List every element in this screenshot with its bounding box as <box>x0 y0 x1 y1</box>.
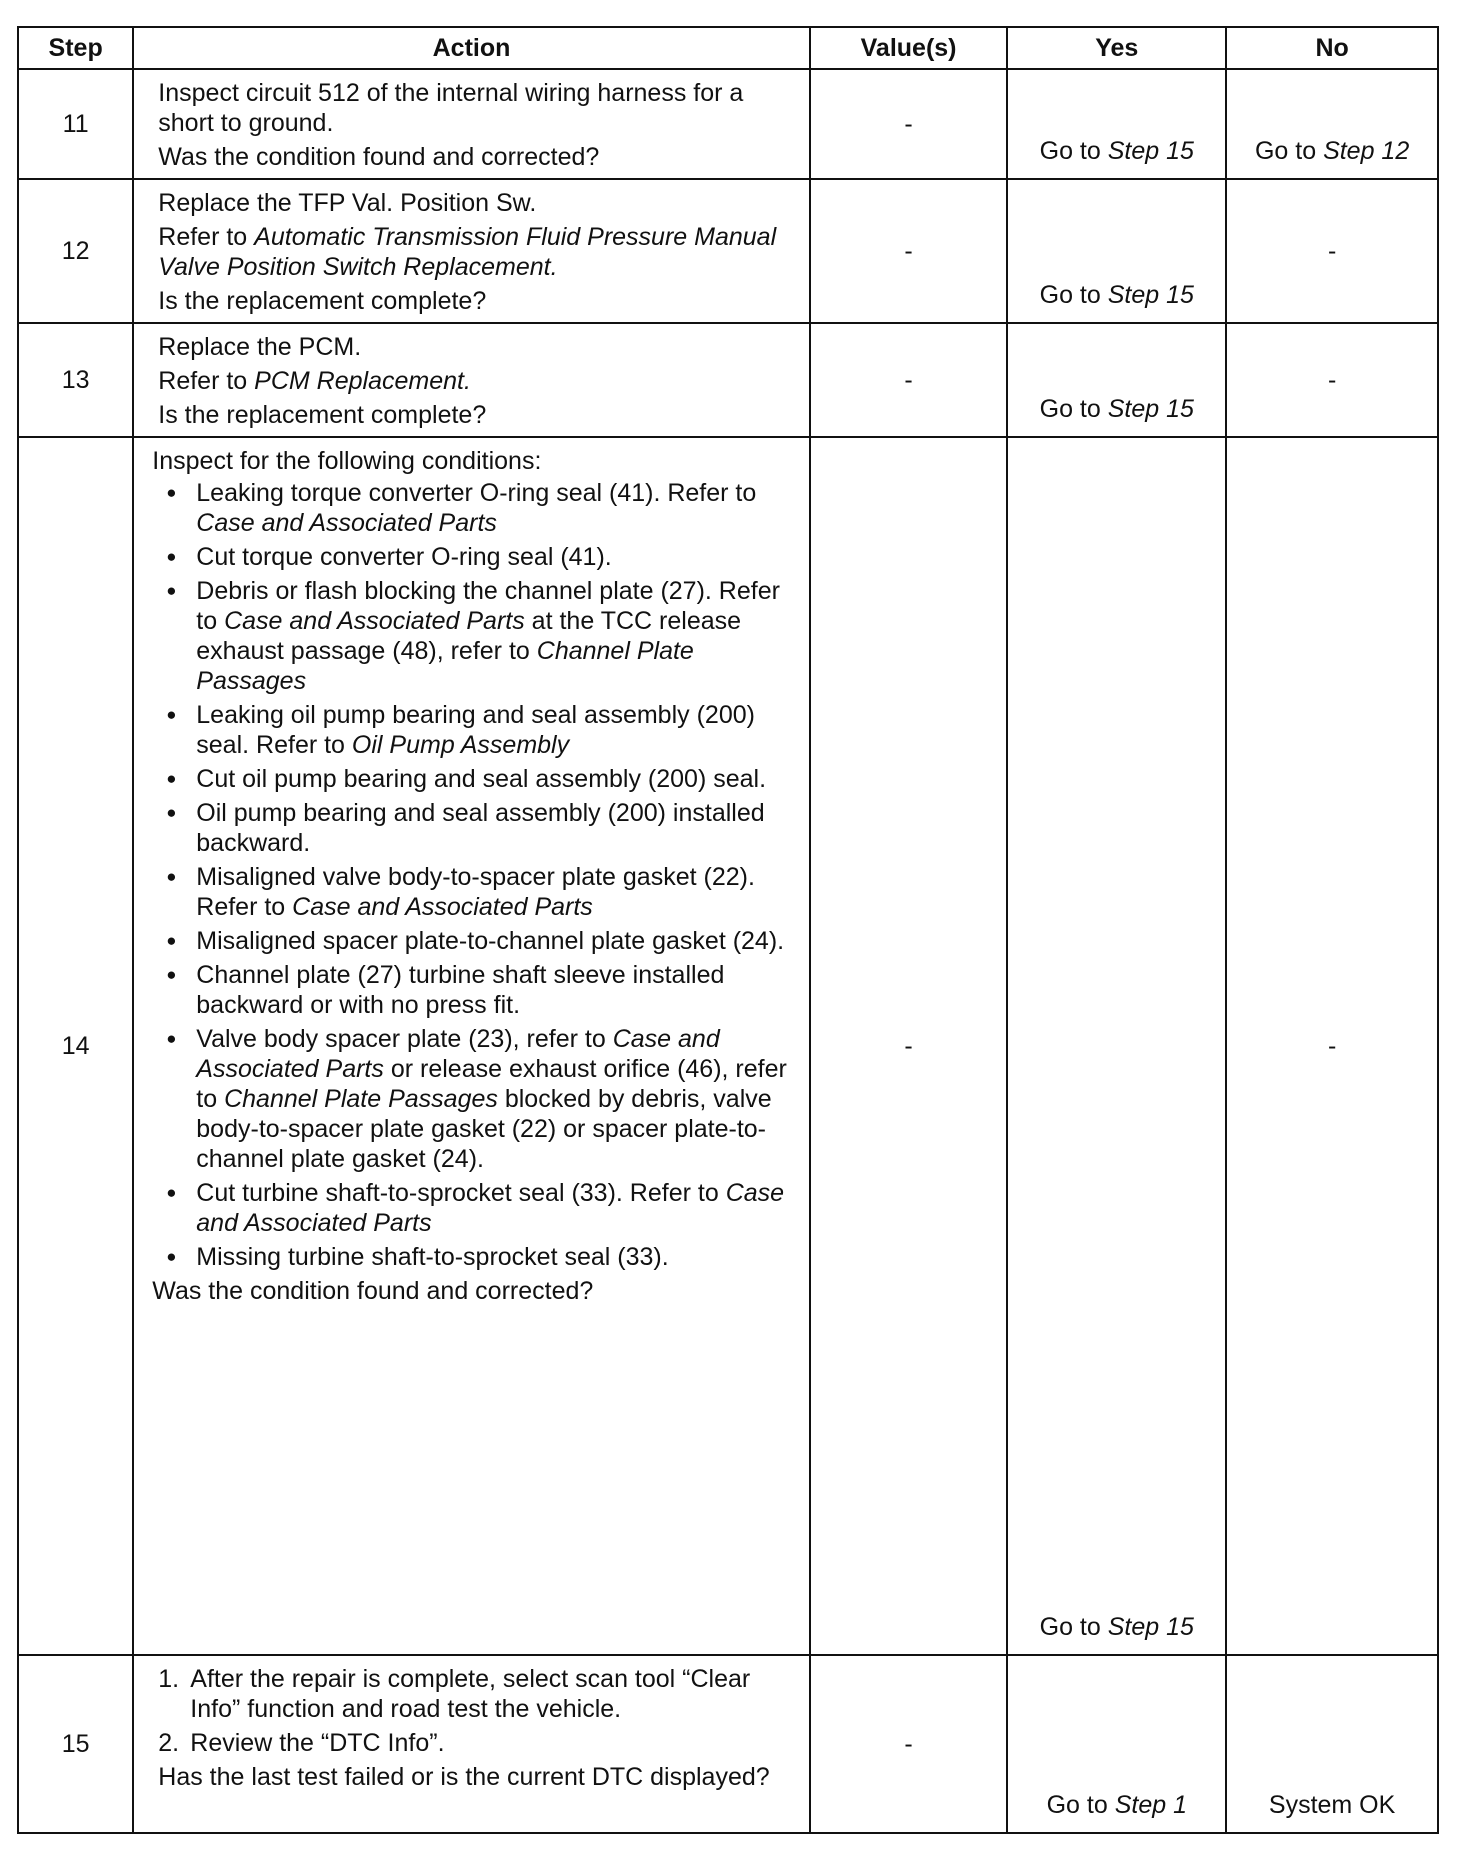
step-link[interactable]: Step 12 <box>1323 137 1410 165</box>
header-no: No <box>1226 27 1438 69</box>
action-text: Replace the PCM. <box>158 333 362 361</box>
goto-prefix: Go to <box>1039 1613 1101 1641</box>
step-link[interactable]: Step 1 <box>1114 1791 1187 1819</box>
action-question: Was the condition found and corrected? <box>152 1277 594 1305</box>
goto-prefix: Go to <box>1039 137 1101 165</box>
goto-prefix: Go to <box>1039 281 1101 309</box>
table-row <box>18 69 1438 179</box>
action-text: Replace the TFP Val. Position Sw. <box>158 189 537 217</box>
value-cell: - <box>810 437 1008 1655</box>
procedure-link[interactable]: Case and Associated Parts <box>224 607 525 635</box>
step-number: 14 <box>18 437 133 1655</box>
list-item: 2. Review the “DTC Info”. <box>158 1729 445 1757</box>
header-row <box>18 27 1438 69</box>
diagnostic-table <box>17 26 1439 1834</box>
header-step: Step <box>18 27 133 69</box>
header-yes: Yes <box>1007 27 1226 69</box>
action-cell <box>133 437 809 1655</box>
no-cell: System OK <box>1226 1655 1438 1833</box>
list-item: ● Missing turbine shaft-to-sprocket seal (33). <box>164 1242 796 1272</box>
procedure-link[interactable]: Case and Associated Parts <box>196 1025 720 1083</box>
goto-prefix: Go to <box>1039 395 1101 423</box>
list-item: ● Cut turbine shaft-to-sprocket seal (33). Refer to Case and Associated Parts <box>164 1178 796 1238</box>
step-link[interactable]: Step 15 <box>1107 1613 1194 1641</box>
step-number: 13 <box>18 323 133 437</box>
action-refer: Refer to Automatic Transmission Fluid Pressure Manual Valve Position Switch Replacement. <box>158 223 777 281</box>
numbered-list <box>158 1664 796 1758</box>
no-cell: - <box>1226 323 1438 437</box>
action-question: Was the condition found and corrected? <box>158 143 600 171</box>
list-item: ● Valve body spacer plate (23), refer to Case and Associated Parts or release exhaust orifice (46), refer to Channel Plate Passages blocked by debris, valve body-to-spacer plate gasket (22) or spacer plate-to-channel plate gasket (24). <box>164 1024 796 1174</box>
procedure-link[interactable]: Channel Plate Passages <box>224 1085 498 1113</box>
header-action: Action <box>133 27 809 69</box>
yes-cell <box>1007 179 1226 323</box>
action-refer: Refer to PCM Replacement. <box>158 367 471 395</box>
yes-cell <box>1007 1655 1226 1833</box>
list-item: ● Oil pump bearing and seal assembly (200) installed backward. <box>164 798 796 858</box>
list-item: ● Debris or flash blocking the channel plate (27). Refer to Case and Associated Parts at the TCC release exhaust passage (48), refer to Channel Plate Passages <box>164 576 796 696</box>
table-row <box>18 323 1438 437</box>
value-cell: - <box>810 323 1008 437</box>
value-cell: - <box>810 1655 1008 1833</box>
action-question: Has the last test failed or is the current DTC displayed? <box>158 1763 770 1791</box>
list-item: ● Channel plate (27) turbine shaft sleeve installed backward or with no press fit. <box>164 960 796 1020</box>
header-values: Value(s) <box>810 27 1008 69</box>
list-item: 1. After the repair is complete, select scan tool “Clear Info” function and road test the vehicle. <box>158 1665 751 1723</box>
procedure-link[interactable]: Case and Associated Parts <box>292 893 593 921</box>
procedure-link[interactable]: Case and Associated Parts <box>196 509 497 537</box>
table-row <box>18 179 1438 323</box>
step-number: 12 <box>18 179 133 323</box>
list-item: ● Cut torque converter O-ring seal (41). <box>164 542 796 572</box>
action-question: Is the replacement complete? <box>158 287 487 315</box>
yes-cell <box>1007 437 1226 1655</box>
value-cell: - <box>810 69 1008 179</box>
action-intro: Inspect for the following conditions: <box>152 447 542 475</box>
list-item: ● Leaking oil pump bearing and seal assembly (200) seal. Refer to Oil Pump Assembly <box>164 700 796 760</box>
no-cell <box>1226 69 1438 179</box>
list-item: ● Cut oil pump bearing and seal assembly (200) seal. <box>164 764 796 794</box>
step-link[interactable]: Step 15 <box>1107 281 1194 309</box>
action-cell <box>133 69 809 179</box>
value-cell: - <box>810 179 1008 323</box>
step-number: 11 <box>18 69 133 179</box>
list-item: ● Leaking torque converter O-ring seal (41). Refer to Case and Associated Parts <box>164 478 796 538</box>
action-cell <box>133 1655 809 1833</box>
step-link[interactable]: Step 15 <box>1107 395 1194 423</box>
procedure-link[interactable]: Automatic Transmission Fluid Pressure Manual Valve Position Switch Replacement. <box>158 223 777 281</box>
goto-prefix: Go to <box>1254 137 1317 165</box>
no-cell: - <box>1226 437 1438 1655</box>
action-text: Inspect circuit 512 of the internal wiring harness for a short to ground. <box>158 79 744 137</box>
list-item: ● Misaligned valve body-to-spacer plate gasket (22). Refer to Case and Associated Parts <box>164 862 796 922</box>
action-cell <box>133 179 809 323</box>
table-row <box>18 437 1438 1655</box>
step-link[interactable]: Step 15 <box>1107 137 1194 165</box>
condition-list <box>152 478 796 1272</box>
yes-cell <box>1007 69 1226 179</box>
action-cell <box>133 323 809 437</box>
procedure-link[interactable]: PCM Replacement. <box>254 367 471 395</box>
table-row <box>18 1655 1438 1833</box>
list-item: ● Misaligned spacer plate-to-channel plate gasket (24). <box>164 926 796 956</box>
procedure-link[interactable]: Oil Pump Assembly <box>351 731 570 759</box>
goto-prefix: Go to <box>1046 1791 1108 1819</box>
procedure-link[interactable]: Case and Associated Parts <box>196 1179 785 1237</box>
action-question: Is the replacement complete? <box>158 401 487 429</box>
yes-cell <box>1007 323 1226 437</box>
no-cell: - <box>1226 179 1438 323</box>
procedure-link[interactable]: Channel Plate Passages <box>196 637 694 695</box>
step-number: 15 <box>18 1655 133 1833</box>
